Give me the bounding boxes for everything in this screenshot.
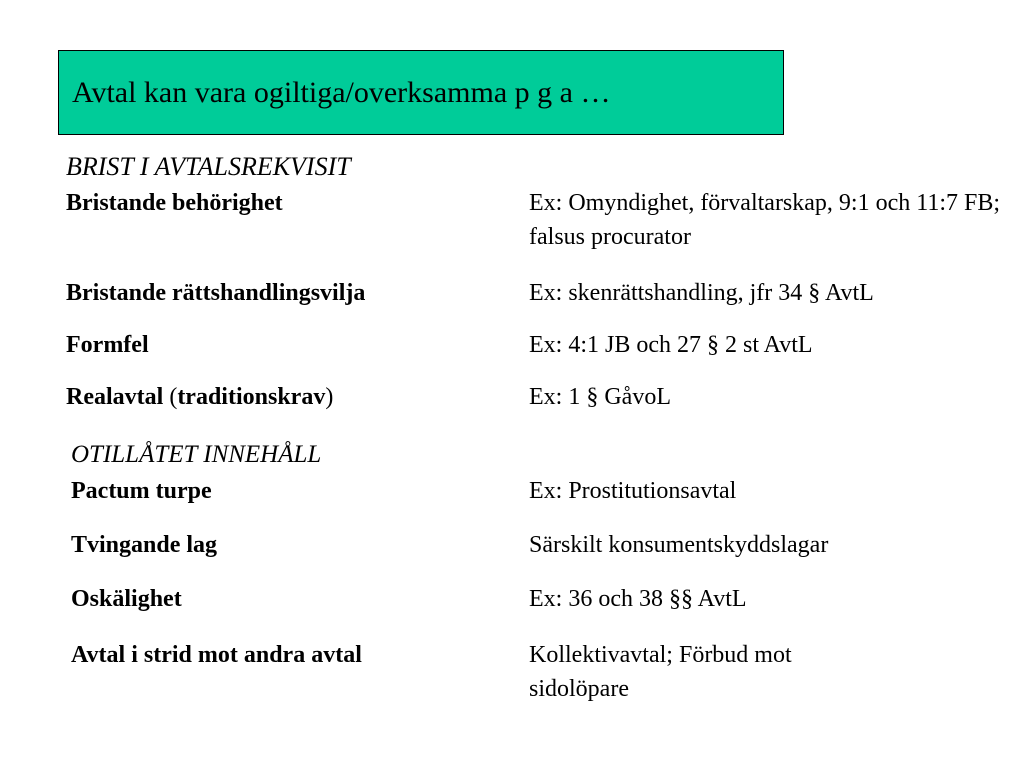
desc-oskalighet: Ex: 36 och 38 §§ AvtL [529, 586, 747, 612]
term-realavtal-inner: traditionskrav [177, 384, 326, 410]
term-realavtal-paren-open: ( [169, 384, 178, 410]
desc-pactum-turpe: Ex: Prostitutionsavtal [529, 478, 737, 504]
desc-realavtal: Ex: 1 § GåvoL [529, 384, 671, 410]
term-oskalighet: Oskälighet [71, 586, 182, 612]
desc-bristande-rattshandlingsvilja: Ex: skenrättshandling, jfr 34 § AvtL [529, 280, 874, 306]
term-avtal-i-strid: Avtal i strid mot andra avtal [71, 642, 362, 668]
term-realavtal [66, 380, 333, 414]
term-formfel: Formfel [66, 332, 149, 358]
term-pactum-turpe: Pactum turpe [71, 478, 212, 504]
term-bristande-behorighet: Bristande behörighet [66, 190, 283, 216]
desc-bristande-behorighet: Ex: Omyndighet, förvaltarskap, 9:1 och 11:7 FB; falsus procurator [529, 190, 1001, 250]
desc-tvingande-lag: Särskilt konsumentskyddslagar [529, 532, 829, 558]
section-heading-brist: BRIST I AVTALSREKVISIT [66, 152, 351, 181]
term-realavtal-main: Realavtal [66, 384, 164, 410]
desc-avtal-i-strid: Kollektivavtal; Förbud mot sidolöpare [529, 642, 792, 702]
term-realavtal-paren-close: ) [325, 384, 334, 410]
section-heading-otillatet: OTILLÅTET INNEHÅLL [71, 441, 322, 468]
term-tvingande-lag: Tvingande lag [71, 532, 218, 558]
desc-formfel: Ex: 4:1 JB och 27 § 2 st AvtL [529, 332, 813, 358]
slide-title: Avtal kan vara ogiltiga/overksamma p g a … [72, 76, 611, 109]
term-bristande-rattshandlingsvilja: Bristande rättshandlingsvilja [66, 280, 366, 306]
